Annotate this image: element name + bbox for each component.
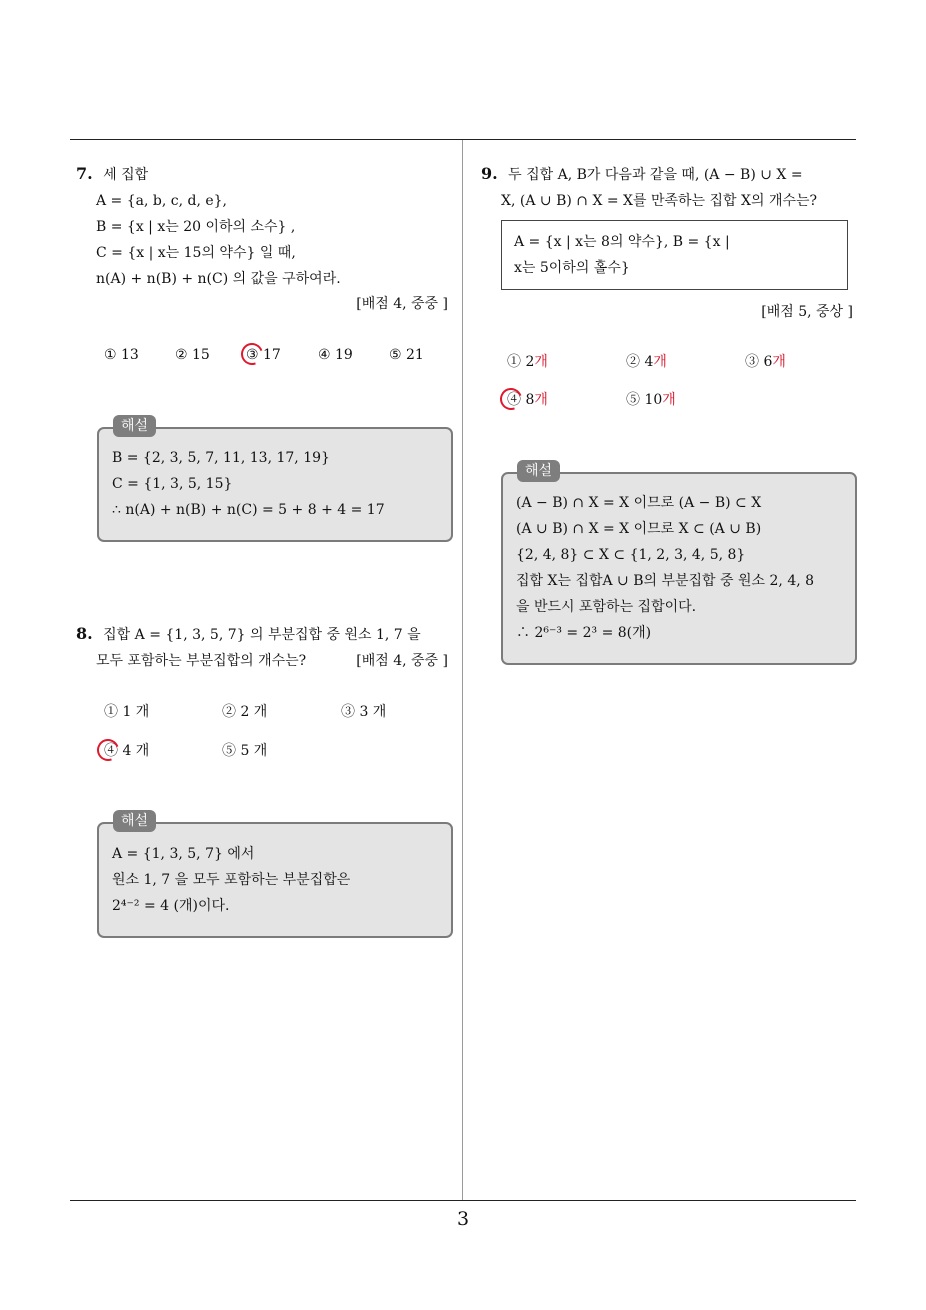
solution-line: 2⁴⁻² = 4 (개)이다. <box>112 898 230 914</box>
choice-unit: 개 <box>772 354 786 370</box>
choice-5[interactable]: ⑤ 5 개 <box>222 743 268 759</box>
page-number: 3 <box>456 1208 470 1230</box>
solution-line: 집합 X는 집합A ∪ B의 부분집합 중 원소 2, 4, 8 <box>516 573 815 589</box>
question-number: 8. <box>76 624 93 643</box>
choice-5[interactable] <box>626 389 676 411</box>
question-text-cont: X, (A ∪ B) ∩ X = X를 만족하는 집합 X의 개수는? <box>501 193 818 209</box>
solution-label: 해설 <box>517 460 560 482</box>
solution-box <box>501 463 857 665</box>
choice-1[interactable]: ① 1 개 <box>104 704 150 720</box>
solution-label: 해설 <box>113 415 156 437</box>
choice-5[interactable]: ⑤ 21 <box>389 347 424 363</box>
choice-unit: 개 <box>534 392 548 408</box>
question-text: 두 집합 A, B가 다음과 같을 때, (A − B) ∪ X = <box>508 167 803 183</box>
condition-line: x는 5이하의 홀수} <box>514 260 630 276</box>
choice-2[interactable] <box>626 351 667 373</box>
choice-unit: 개 <box>653 354 667 370</box>
question-7-header <box>76 161 148 188</box>
question-8-header <box>76 621 421 648</box>
column-divider <box>462 140 463 1201</box>
solution-line: C = {1, 3, 5, 15} <box>112 476 233 492</box>
set-a-line: A = {a, b, c, d, e}, <box>96 193 228 209</box>
score-label: [배점 4, 중중 ] <box>356 653 448 669</box>
choice-unit: 개 <box>534 354 548 370</box>
choice-3[interactable] <box>745 351 786 373</box>
choice-4[interactable]: ④ 19 <box>318 347 353 363</box>
choice-1[interactable] <box>507 351 548 373</box>
score-label: [배점 5, 중상 ] <box>761 304 853 320</box>
choice-number: ⑤ 10 <box>626 392 663 408</box>
solution-box <box>97 813 453 938</box>
footer-rule <box>70 1200 856 1201</box>
score-label: [배점 4, 중중 ] <box>356 296 448 312</box>
solution-line: {2, 4, 8} ⊂ X ⊂ {1, 2, 3, 4, 5, 8} <box>516 547 746 563</box>
choice-3[interactable]: ③ 17 <box>246 347 281 363</box>
question-9-header <box>481 161 803 188</box>
question-text: 세 집합 <box>103 167 149 183</box>
header-rule <box>70 139 856 140</box>
solution-line: 원소 1, 7 을 모두 포함하는 부분집합은 <box>112 872 351 888</box>
choice-number: ① 2 <box>507 354 535 370</box>
set-b-line: B = {x | x는 20 이하의 소수} , <box>96 219 296 235</box>
solution-line: (A ∪ B) ∩ X = X 이므로 X ⊂ (A ∪ B) <box>516 521 762 537</box>
question-prompt: n(A) + n(B) + n(C) 의 값을 구하여라. <box>96 271 341 287</box>
solution-line: A = {1, 3, 5, 7} 에서 <box>112 846 255 862</box>
solution-label: 해설 <box>113 810 156 832</box>
choice-3[interactable]: ③ 3 개 <box>341 704 387 720</box>
condition-line: A = {x | x는 8의 약수}, B = {x | <box>514 234 730 250</box>
choice-number: ② 4 <box>626 354 654 370</box>
solution-line: ∴ n(A) + n(B) + n(C) = 5 + 8 + 4 = 17 <box>112 502 385 518</box>
question-text-cont: 모두 포함하는 부분집합의 개수는? <box>96 653 307 669</box>
question-number: 9. <box>481 164 498 183</box>
choice-2[interactable]: ② 2 개 <box>222 704 268 720</box>
choice-unit: 개 <box>662 392 676 408</box>
choice-1[interactable]: ① 13 <box>104 347 139 363</box>
solution-line: B = {2, 3, 5, 7, 11, 13, 17, 19} <box>112 450 330 466</box>
choice-2[interactable]: ② 15 <box>175 347 210 363</box>
solution-box <box>97 418 453 542</box>
set-c-line: C = {x | x는 15의 약수} 일 때, <box>96 245 296 261</box>
choice-number: ④ 8 <box>507 392 535 408</box>
solution-line: 을 반드시 포함하는 집합이다. <box>516 599 697 615</box>
question-number: 7. <box>76 164 93 183</box>
question-text: 집합 A = {1, 3, 5, 7} 의 부분집합 중 원소 1, 7 을 <box>103 627 421 643</box>
solution-line: (A − B) ∩ X = X 이므로 (A − B) ⊂ X <box>516 495 762 511</box>
choice-4[interactable]: ④ 4 개 <box>104 743 150 759</box>
choice-number: ③ 6 <box>745 354 773 370</box>
solution-line: ∴ 2⁶⁻³ = 2³ = 8(개) <box>516 625 652 641</box>
condition-box <box>501 220 848 290</box>
